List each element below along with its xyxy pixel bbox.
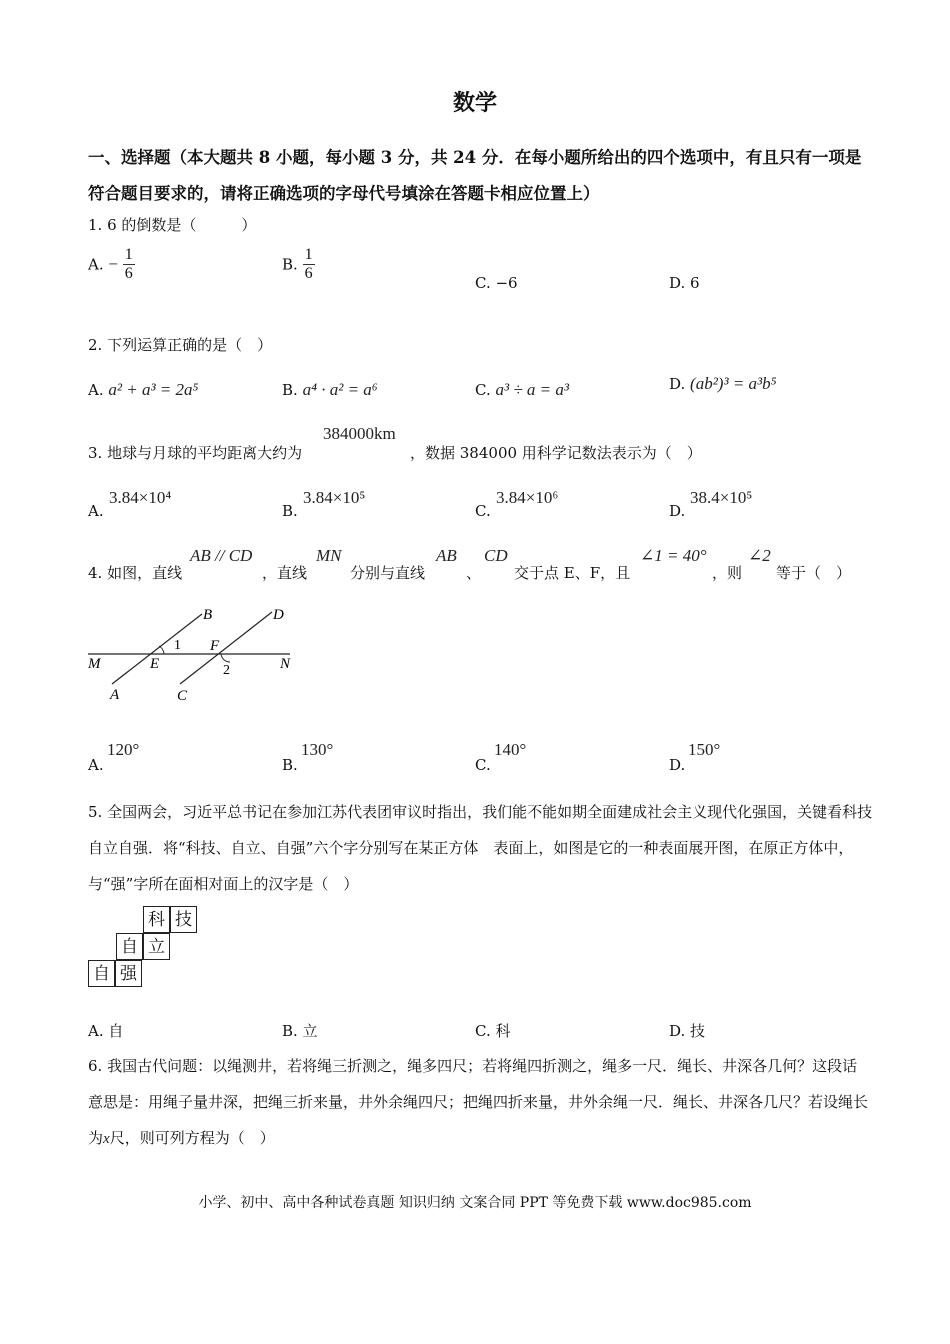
option-label: A. (88, 255, 104, 274)
question-4-stem-6: ，则 (712, 564, 743, 582)
question-5-text: 5. 全国两会，习近平总书记在参加江苏代表团审议时指出，我们能不能如期全面建成社会主义现代化强国，关键看科技自立自强．将“科技、自立、自强”六个字分别写在某正方体 表面上，如图是它的一种表面展开图，在原正方体中，与“强”字所在面相对面上的汉字是（ ） (88, 803, 873, 893)
q4-option-b: 130° (301, 740, 334, 759)
q2-option-b (282, 380, 378, 400)
q5-option-b: B. 立 (282, 1022, 318, 1040)
q3-option-a: 3.84×10⁴ (109, 488, 172, 507)
q3-option-c: 3.84×10⁶ (496, 488, 559, 507)
option-label: A. (88, 381, 104, 399)
q1-option-c: C. −6 (475, 274, 518, 292)
numerator: 1 (304, 246, 313, 263)
q4-option-c: 140° (494, 740, 527, 759)
denominator: 6 (304, 265, 313, 282)
fraction (123, 246, 135, 283)
label-angle-2: 2 (223, 663, 230, 678)
q2-option-a (88, 380, 198, 400)
q4-option-a-label: A. (88, 756, 104, 774)
net-cell-ji: 技 (170, 906, 197, 933)
q4-option-c-label: C. (475, 756, 491, 774)
q4-geometry-figure (84, 600, 304, 710)
option-label: B. (282, 255, 298, 274)
angle-2-expr: ∠2 (748, 546, 771, 565)
label-n: N (280, 656, 291, 672)
question-4-stem-5: 交于点 E、F，且 (514, 564, 631, 582)
q3-option-b-label: B. (282, 502, 298, 520)
q4-option-d: 150° (688, 740, 721, 759)
label-c: C (177, 688, 188, 704)
net-cell-zi-1: 自 (116, 933, 143, 960)
q5-option-c: C. 科 (475, 1022, 511, 1040)
question-3-stem-pre: 3. 地球与月球的平均距离大约为 (88, 444, 303, 462)
question-4-stem-4: 、 (466, 564, 482, 582)
q6-variable: x (103, 1131, 110, 1147)
q3-option-d: 38.4×10⁵ (690, 488, 753, 507)
numerator: 1 (124, 246, 133, 263)
question-3-stem-post: ，数据 384000 用科学记数法表示为（ ） (410, 444, 702, 462)
label-d: D (273, 607, 284, 623)
q2-option-c (475, 380, 569, 400)
distance-value: 384000km (323, 424, 396, 443)
question-2-stem: 2. 下列运算正确的是（ ） (88, 336, 273, 354)
minus-sign: − (108, 254, 118, 274)
q3-option-c-label: C. (475, 502, 491, 520)
q4-option-d-label: D. (669, 756, 686, 774)
label-angle-1: 1 (174, 638, 181, 653)
line-ab-shape (112, 614, 202, 684)
net-cell-zi-2: 自 (88, 960, 115, 987)
angle-1-expr: ∠1 = 40° (640, 546, 707, 565)
question-6-text (88, 1048, 878, 1157)
q5-option-a: A. 自 (88, 1022, 124, 1040)
label-m: M (88, 656, 101, 672)
option-label: B. (282, 381, 298, 399)
expression: a⁴ · a² = a⁶ (302, 380, 378, 399)
label-a: A (110, 687, 120, 703)
q1-option-d: D. 6 (669, 274, 700, 292)
net-cell-ke: 科 (143, 906, 170, 933)
q3-option-b: 3.84×10⁵ (303, 488, 366, 507)
expression: a² + a³ = 2a⁵ (108, 380, 199, 399)
q1-option-b (282, 246, 315, 283)
question-4-stem-1: 4. 如图，直线 (88, 564, 183, 582)
label-e: E (150, 656, 160, 672)
page-footer: 小学、初中、高中各种试卷真题 知识归纳 文案合同 PPT 等免费下载 www.doc985.com (198, 1195, 752, 1211)
question-4-stem-7: 等于（ ） (776, 564, 852, 582)
fraction (303, 246, 315, 283)
expression: a³ ÷ a = a³ (495, 380, 569, 399)
question-4-stem-2: ，直线 (262, 564, 308, 582)
page-title: 数学 (452, 90, 497, 116)
denominator: 6 (124, 265, 133, 282)
label-b: B (203, 607, 213, 623)
option-label: C. (475, 381, 491, 399)
q3-option-d-label: D. (669, 502, 686, 520)
label-f: F (210, 638, 220, 654)
option-label: D. (669, 375, 686, 393)
cube-net-figure (88, 906, 208, 996)
q2-option-d (669, 374, 777, 394)
question-1-stem: 1. 6 的倒数是（ ） (88, 216, 257, 234)
q4-option-a: 120° (107, 740, 140, 759)
line-cd: CD (484, 546, 508, 565)
net-cell-li: 立 (143, 933, 170, 960)
q1-option-a (88, 246, 135, 283)
question-4-stem-3: 分别与直线 (350, 564, 426, 582)
line-mn: MN (316, 546, 342, 565)
section-heading: 一、选择题（本大题共 8 小题，每小题 3 分，共 24 分．在每小题所给出的四个选项中，有且只有一项是符合题目要求的，请将正确选项的字母代号填涂在答题卡相应位置上） (88, 148, 862, 203)
expression: (ab²)³ = a³b⁵ (690, 374, 777, 393)
net-cell-qiang: 强 (115, 960, 142, 987)
parallel-lines-expr: AB // CD (190, 546, 253, 565)
q3-option-a-label: A. (88, 502, 104, 520)
angle-2-arc (221, 654, 230, 662)
q4-option-b-label: B. (282, 756, 298, 774)
q5-option-d: D. 技 (669, 1022, 706, 1040)
q6-text-post: 尺，则可列方程为（ ） (109, 1129, 275, 1147)
q6-text-pre: 6. 我国古代问题：以绳测井，若将绳三折测之，绳多四尺；若将绳四折测之，绳多一尺．绳长、井深各几何？这段话 意思是：用绳子量井深，把绳三折来量，井外余绳四尺；把绳四折来量，井外余绳一尺．绳长、井深各几尺？若设绳长为 (88, 1057, 873, 1147)
line-ab: AB (436, 546, 457, 565)
